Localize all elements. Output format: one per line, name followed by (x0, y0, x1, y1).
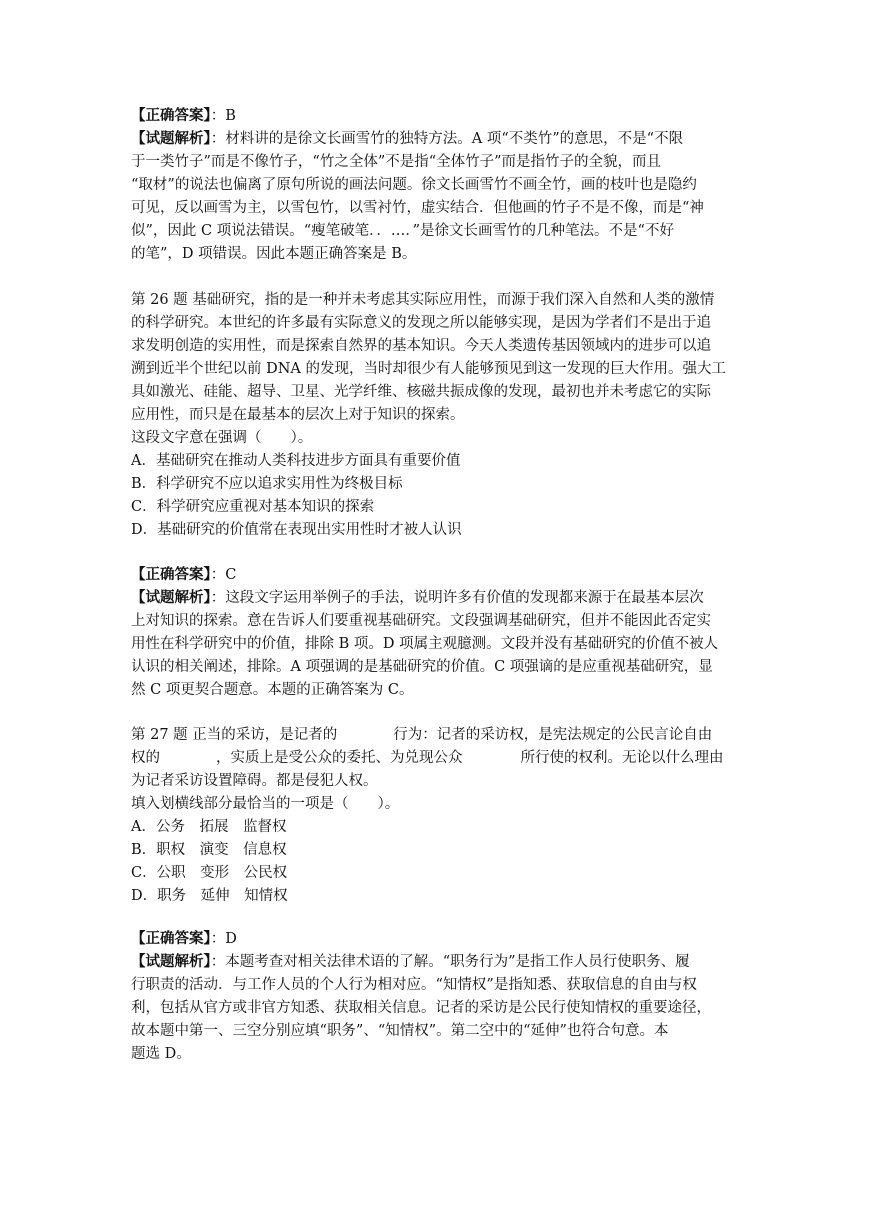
analysis-text: 似”，因此 C 项说法错误。“瘦笔破笔．．…．”是徐文长画雪竹的几种笔法。不是“不好 (131, 223, 674, 239)
q25-answer-line (131, 105, 236, 127)
q26-option-c: C．科学研究应重视对基本知识的探索 (131, 499, 375, 515)
q27-prompt: 填入划横线部分最恰当的一项是（ ）。 (131, 796, 400, 812)
q26-stem: 具如激光、硅能、超导、卫星、光学纤维、核磁共振成像的发现，最初也并未考虑它的实际 (131, 384, 711, 400)
q27-stem-part: ，实质上是受公众的委托、为兑现公众 (216, 750, 463, 766)
answer-label: 【正确答案】 (131, 107, 211, 124)
q26-stem: 应用性，而只是在最基本的层次上对于知识的探索。 (131, 407, 465, 423)
q27-stem: 为记者采访设置障碍。都是侵犯人权。 (131, 773, 378, 789)
analysis-label: 【试题解析】 (131, 953, 211, 970)
analysis-label: 【试题解析】 (131, 130, 211, 147)
analysis-text: 故本题中第一、三空分别应填“职务”、“知情权”。第二空中的“延伸”也符合句意。本 (131, 1023, 669, 1039)
q26-option-b: B．科学研究不应以追求实用性为终极目标 (131, 476, 403, 492)
analysis-text: 认识的相关阐述，排除。A 项强调的是基础研究的价值。C 项强谪的是应重视基础研究，显 (131, 659, 713, 675)
q26-option-a: A．基础研究在推动人类科技进步方面具有重要价值 (131, 453, 461, 469)
q27-analysis-line (131, 951, 690, 973)
q26-stem: 求发明创造的实用性，而是探索自然界的基本知识。今天人类遗传基因领域内的进步可以追 (131, 338, 711, 354)
q26-stem: 的科学研究。本世纪的许多最有实际意义的发现之所以能够实现，是因为学者们不是出于追 (131, 315, 711, 331)
analysis-text: ：材料讲的是徐文长画雪竹的独特方法。A 项“不类竹”的意思，不是“不限 (210, 131, 684, 147)
q25-analysis-line (131, 128, 683, 150)
q26-prompt: 这段文字意在强调（ ）。 (131, 430, 313, 446)
answer-label: 【正确答案】 (131, 930, 211, 947)
q27-option-b: B．职权 演变 信息权 (131, 842, 287, 858)
q27-stem-part: 所行使的权利。无论以什么理由 (520, 750, 724, 766)
q27-stem (131, 724, 712, 746)
answer-value: ：D (210, 931, 237, 947)
analysis-text: 题选 D。 (131, 1046, 191, 1062)
q26-stem: 溯到近半个世纪以前 DNA 的发现，当时却很少有人能够预见到这一发现的巨大作用。强大工 (131, 361, 726, 377)
analysis-text: 行职责的活动．与工作人员的个人行为相对应。“知情权”是指知悉、获取信息的自由与权 (131, 977, 697, 993)
analysis-text: ：这段文字运用举例子的手法，说明许多有价值的发现都来源于在最基本层次 (210, 590, 704, 606)
answer-value: ：C (210, 567, 237, 583)
q27-answer-line (131, 928, 237, 950)
q26-answer-line (131, 564, 236, 586)
analysis-text: 的笔”，D 项错误。因此本题正确答案是 B。 (131, 246, 417, 262)
q27-option-d: D．职务 延伸 知情权 (131, 888, 288, 904)
q27-stem (131, 747, 724, 769)
analysis-text: 上对知识的探索。意在告诉人们要重视基础研究。文段强调基础研究，但并不能因此否定实 (131, 613, 711, 629)
q26-stem: 第 26 题 基础研究，指的是一种并未考虑其实际应用性，而源于我们深入自然和人类的激情 (131, 292, 715, 308)
analysis-text: 于一类竹子”而是不像竹子，“竹之全体”不是指“全体竹子”而是指竹子的全貌，而且 (131, 154, 662, 170)
analysis-text: 用性在科学研究中的价值，排除 B 项。D 项属主观臆测。文段并没有基础研究的价值不被人 (131, 636, 719, 652)
analysis-text: 然 C 项更契合题意。本题的正确答案为 C。 (131, 682, 414, 698)
q27-option-a: A．公务 拓展 监督权 (131, 819, 287, 835)
analysis-text: ：本题考查对相关法律术语的了解。“职务行为”是指工作人员行使职务、履 (210, 954, 690, 970)
q27-stem-part: 行为：记者的采访权，是宪法规定的公民言论自由 (393, 727, 713, 743)
q26-option-d: D．基础研究的价值常在表现出实用性时才被人认识 (131, 522, 462, 538)
analysis-text: 利，包括从官方或非官方知悉、获取相关信息。记者的采访是公民行使知情权的重要途径， (131, 1000, 711, 1016)
analysis-text: “取材”的说法也偏离了原句所说的画法问题。徐文长画雪竹不画全竹，画的枝叶也是隐约 (131, 177, 697, 193)
answer-value: ：B (210, 108, 236, 124)
analysis-label: 【试题解析】 (131, 589, 211, 606)
q27-option-c: C．公职 变形 公民权 (131, 865, 288, 881)
analysis-text: 可见，反以画雪为主，以雪包竹，以雪衬竹，虚实结合．但他画的竹子不是不像，而是“神 (131, 200, 704, 216)
q27-stem-part: 权的 (131, 750, 160, 766)
answer-label: 【正确答案】 (131, 566, 211, 583)
q27-stem-part: 第 27 题 正当的采访，是记者的 (131, 727, 338, 743)
q26-analysis-line (131, 587, 704, 609)
